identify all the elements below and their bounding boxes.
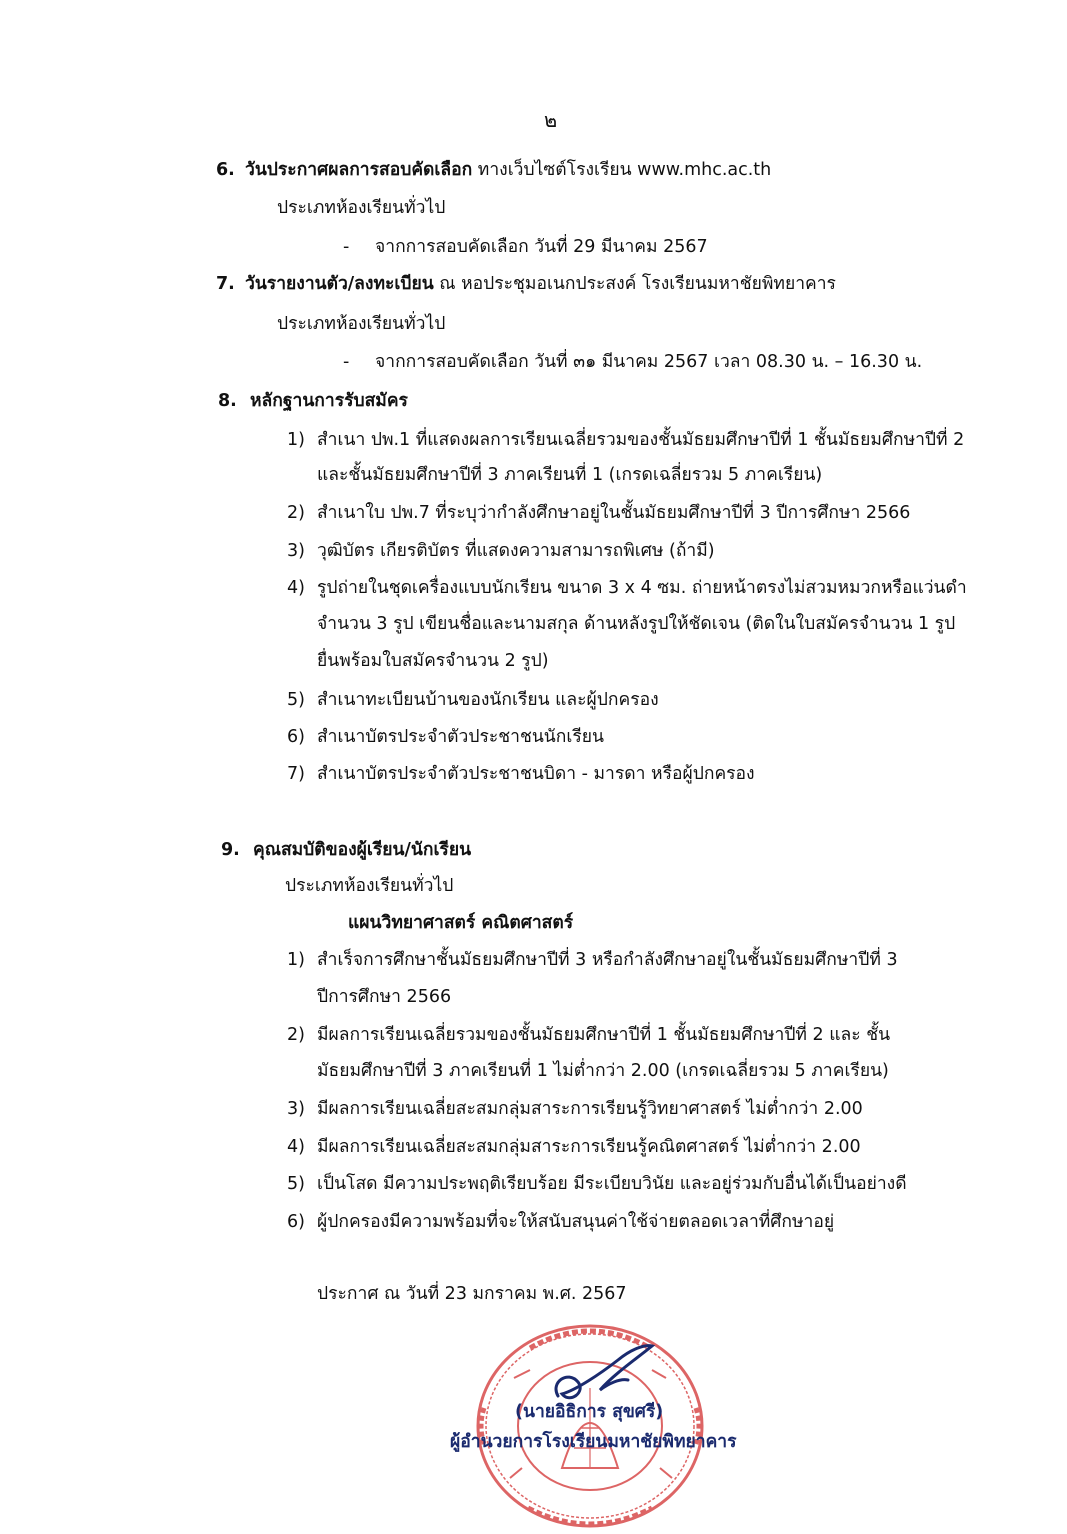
section-9-title: คุณสมบัติของผู้เรียน/นักเรียน xyxy=(253,840,472,860)
list-item-number: 6) xyxy=(287,1212,305,1232)
section-6-bullet: - xyxy=(343,237,350,257)
section-7-detail: ณ หอประชุมอเนกประสงค์ โรงเรียนมหาชัยพิทยาคาร xyxy=(439,274,836,294)
signer-position: ผู้อำนวยการโรงเรียนมหาชัยพิทยาคาร xyxy=(450,1432,737,1452)
section-6-item: จากการสอบคัดเลือก วันที่ 29 มีนาคม 2567 xyxy=(375,237,708,257)
list-item-text: มีผลการเรียนเฉลี่ยรวมของชั้นมัธยมศึกษาปีที่ 1 ชั้นมัธยมศึกษาปีที่ 2 และ ชั้น xyxy=(317,1025,891,1045)
announcement-date: ประกาศ ณ วันที่ 23 มกราคม พ.ศ. 2567 xyxy=(317,1284,627,1304)
list-item-number: 7) xyxy=(287,764,305,784)
list-item-text: ปีการศึกษา 2566 xyxy=(317,987,452,1007)
section-6-number: 6. xyxy=(216,160,235,180)
list-item-text: วุฒิบัตร เกียรติบัตร ที่แสดงความสามารถพิเศษ (ถ้ามี) xyxy=(317,541,715,561)
list-item-text: สำเนาใบ ปพ.7 ที่ระบุว่ากำลังศึกษาอยู่ในชั้นมัธยมศึกษาปีที่ 3 ปีการศึกษา 2566 xyxy=(317,503,911,523)
list-item-text: มัธยมศึกษาปีที่ 3 ภาคเรียนที่ 1 ไม่ต่ำกว่า 2.00 (เกรดเฉลี่ยรวม 5 ภาคเรียน) xyxy=(317,1061,889,1081)
section-7-item: จากการสอบคัดเลือก วันที่ ๓๑ มีนาคม 2567 เวลา 08.30 น. – 16.30 น. xyxy=(375,352,923,372)
list-item-text: เป็นโสด มีความประพฤติเรียบร้อย มีระเบียบวินัย และอยู่ร่วมกับอื่นได้เป็นอย่างดี xyxy=(317,1174,907,1194)
list-item-text: ยื่นพร้อมใบสมัครจำนวน 2 รูป) xyxy=(317,651,549,671)
section-6-detail: ทางเว็บไซต์โรงเรียน www.mhc.ac.th xyxy=(477,160,772,180)
signer-name: (นายอิธิการ สุขศรี) xyxy=(515,1402,664,1422)
list-item-text: สำเนาทะเบียนบ้านของนักเรียน และผู้ปกครอง xyxy=(317,690,659,710)
section-6-type: ประเภทห้องเรียนทั่วไป xyxy=(277,198,446,218)
section-7-heading xyxy=(245,274,836,295)
list-item-number: 3) xyxy=(287,1099,305,1119)
section-9-plan: แผนวิทยาศาสตร์ คณิตศาสตร์ xyxy=(348,913,574,933)
list-item-text: มีผลการเรียนเฉลี่ยสะสมกลุ่มสาระการเรียนรู้คณิตศาสตร์ ไม่ต่ำกว่า 2.00 xyxy=(317,1137,861,1157)
section-8-title: หลักฐานการรับสมัคร xyxy=(250,391,408,411)
section-7-number: 7. xyxy=(216,274,235,294)
list-item-text: สำเนา ปพ.1 ที่แสดงผลการเรียนเฉลี่ยรวมของชั้นมัธยมศึกษาปีที่ 1 ชั้นมัธยมศึกษาปีที่ 2 xyxy=(317,430,965,450)
list-item-number: 4) xyxy=(287,578,305,598)
list-item-number: 3) xyxy=(287,541,305,561)
list-item-number: 2) xyxy=(287,1025,305,1045)
list-item-number: 2) xyxy=(287,503,305,523)
list-item-text: จำนวน 3 รูป เขียนชื่อและนามสกุล ด้านหลังรูปให้ชัดเจน (ติดในใบสมัครจำนวน 1 รูป xyxy=(317,614,956,634)
list-item-text: รูปถ่ายในชุดเครื่องแบบนักเรียน ขนาด 3 x 4 ซม. ถ่ายหน้าตรงไม่สวมหมวกหรือแว่นดำ xyxy=(317,578,967,598)
list-item-number: 1) xyxy=(287,950,305,970)
list-item-number: 4) xyxy=(287,1137,305,1157)
section-7-title: วันรายงานตัว/ลงทะเบียน xyxy=(245,274,434,294)
page-number: ๒ xyxy=(544,108,558,132)
section-9-type: ประเภทห้องเรียนทั่วไป xyxy=(285,876,454,896)
section-7-bullet: - xyxy=(343,352,350,372)
list-item-number: 6) xyxy=(287,727,305,747)
list-item-text: สำเนาบัตรประจำตัวประชาชนนักเรียน xyxy=(317,727,604,747)
list-item-text: และชั้นมัธยมศึกษาปีที่ 3 ภาคเรียนที่ 1 (เกรดเฉลี่ยรวม 5 ภาคเรียน) xyxy=(317,465,823,485)
section-6-title: วันประกาศผลการสอบคัดเลือก xyxy=(245,160,473,180)
list-item-text: สำเนาบัตรประจำตัวประชาชนบิดา - มารดา หรือผู้ปกครอง xyxy=(317,764,755,784)
section-8-number: 8. xyxy=(218,391,237,411)
section-7-type: ประเภทห้องเรียนทั่วไป xyxy=(277,314,446,334)
section-9-number: 9. xyxy=(221,840,240,860)
section-6-heading xyxy=(245,160,771,181)
list-item-text: ผู้ปกครองมีความพร้อมที่จะให้สนับสนุนค่าใช้จ่ายตลอดเวลาที่ศึกษาอยู่ xyxy=(317,1212,835,1232)
list-item-number: 5) xyxy=(287,1174,305,1194)
list-item-number: 1) xyxy=(287,430,305,450)
list-item-number: 5) xyxy=(287,690,305,710)
list-item-text: มีผลการเรียนเฉลี่ยสะสมกลุ่มสาระการเรียนรู้วิทยาศาสตร์ ไม่ต่ำกว่า 2.00 xyxy=(317,1099,863,1119)
list-item-text: สำเร็จการศึกษาชั้นมัธยมศึกษาปีที่ 3 หรือกำลังศึกษาอยู่ในชั้นมัธยมศึกษาปีที่ 3 xyxy=(317,950,898,970)
